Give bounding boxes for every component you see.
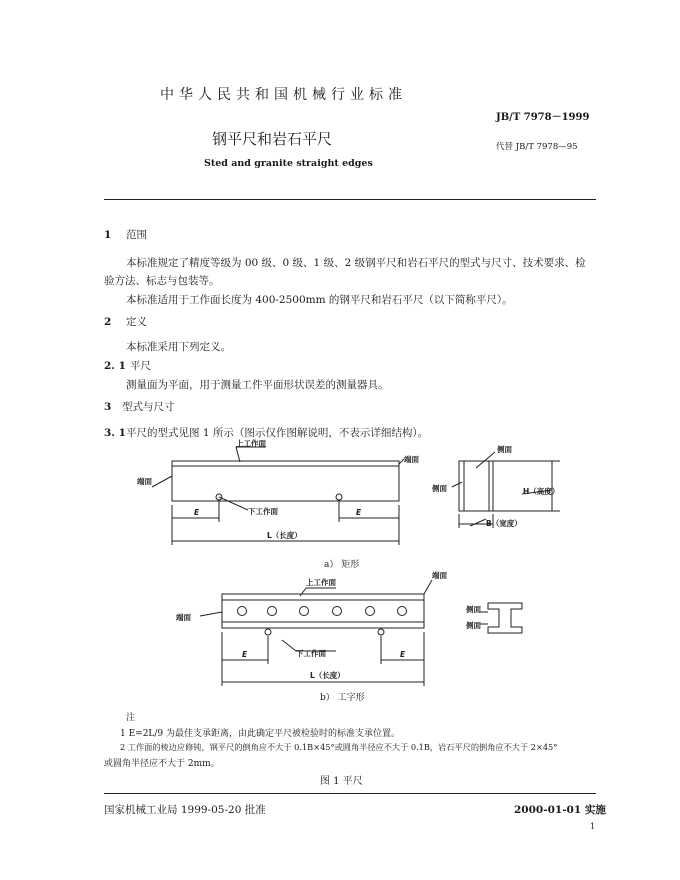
fig-b-e-left-label: E [242, 650, 248, 659]
support-point-right [336, 494, 342, 500]
s1-number: 1 [104, 229, 112, 241]
s1-title: 范围 [126, 229, 147, 241]
fig-b-caption: b） 工字形 [320, 693, 365, 703]
s2-number: 2 [104, 316, 112, 328]
fig-a-height-label: H（高度） [523, 487, 560, 496]
lightening-hole-1 [238, 607, 247, 616]
fig-a-lower-face-label: 下工作面 [248, 507, 278, 516]
approval-line: 国家机械工业局 1999-05-20 批准 [104, 804, 266, 816]
s21-number: 2. 1 [104, 360, 126, 372]
fig-a-width-label: B（宽度） [486, 519, 522, 528]
s1-paragraph-2: 本标准适用于工作面长度为 400-2500mm 的钢平尺和岩石平尺（以下简称平尺）。 [126, 294, 513, 306]
note-2-line-1: 2 工作面的棱边应修钝，钢平尺的倒角应不大于 0.1B×45°或圆角半径应不大于 0.1B，岩石平尺的倒角应不大于 2×45° [120, 742, 558, 752]
lightening-hole-6 [398, 607, 407, 616]
lightening-hole-3 [300, 607, 309, 616]
fig-a-upper-face-label: 上工作面 [236, 439, 266, 448]
title-en: Sted and granite straight edges [204, 158, 373, 169]
s3-number: 3 [104, 401, 112, 413]
fig-a-end-left-label: 端面 [137, 477, 152, 486]
i-beam-body [222, 594, 424, 628]
page-number: 1 [590, 822, 596, 831]
fig-a-e-left-label: E [194, 508, 200, 517]
fig-b-side-top-label: 侧面 [466, 605, 481, 614]
org-title: 中华人民共和国机械行业标准 [160, 87, 407, 103]
rect-edge-body [172, 461, 399, 501]
s3-title: 型式与尺寸 [122, 401, 175, 413]
s1-paragraph-1-line-1: 本标准规定了精度等级为 00 级、0 级、1 级、2 级钢平尺和岩石平尺的型式与尺寸、技术要求、检 [126, 257, 586, 269]
effective-date: 2000-01-01 实施 [514, 804, 606, 816]
fig-b-upper-face-label: 上工作面 [306, 578, 336, 587]
fig-a-side-left-label: 侧面 [432, 484, 447, 493]
fig-a-length-label: L（长度） [267, 531, 302, 540]
s1-paragraph-1-line-2: 验方法、标志与包装等。 [104, 275, 220, 287]
fig-b-side-bottom-label: 侧面 [466, 621, 481, 630]
fig-b-lower-face-label: 下工作面 [296, 649, 326, 658]
note-title: 注 [126, 713, 136, 723]
lightening-hole-2 [268, 607, 277, 616]
note-1: 1 E=2L/9 为最佳支承距离，由此确定平尺被检验时的标准支承位置。 [120, 729, 401, 739]
fig-a-end-right-label: 端面 [404, 455, 419, 464]
s31-number: 3. 1 [104, 427, 126, 439]
footer-rule [104, 793, 596, 794]
note-2-line-2: 或圆角半径应不大于 2mm。 [104, 759, 220, 769]
support-point-b-right [378, 629, 384, 635]
s2-title: 定义 [126, 316, 147, 328]
s31-paragraph: 平尺的型式见图 1 所示（图示仅作图解说明，不表示详细结构）。 [126, 427, 429, 439]
title-cn: 钢平尺和岩石平尺 [212, 130, 333, 148]
fig-b-e-right-label: E [400, 650, 406, 659]
support-point-b-left [265, 629, 271, 635]
fig-a-e-right-label: E [356, 508, 362, 517]
standard-number: JB/T 7978－1999 [496, 112, 590, 123]
fig-a-side-top-label: 侧面 [497, 445, 512, 454]
i-beam-cross-section [488, 603, 522, 633]
figure-caption: 图 1 平尺 [320, 776, 363, 787]
fig-b-length-label: L（长度） [310, 671, 345, 680]
lightening-hole-5 [366, 607, 375, 616]
s2-paragraph: 本标准采用下列定义。 [126, 341, 231, 353]
fig-b-end-right-label: 端面 [432, 571, 447, 580]
fig-a-caption: a） 矩形 [324, 560, 360, 570]
s21-paragraph: 测量面为平面，用于测量工件平面形状误差的测量器具。 [126, 379, 389, 391]
s21-title: 平尺 [130, 360, 151, 372]
fig-b-end-left-label: 端面 [176, 613, 191, 622]
supersedes-note: 代替 JB/T 7978—95 [496, 142, 578, 152]
lightening-hole-4 [333, 607, 342, 616]
